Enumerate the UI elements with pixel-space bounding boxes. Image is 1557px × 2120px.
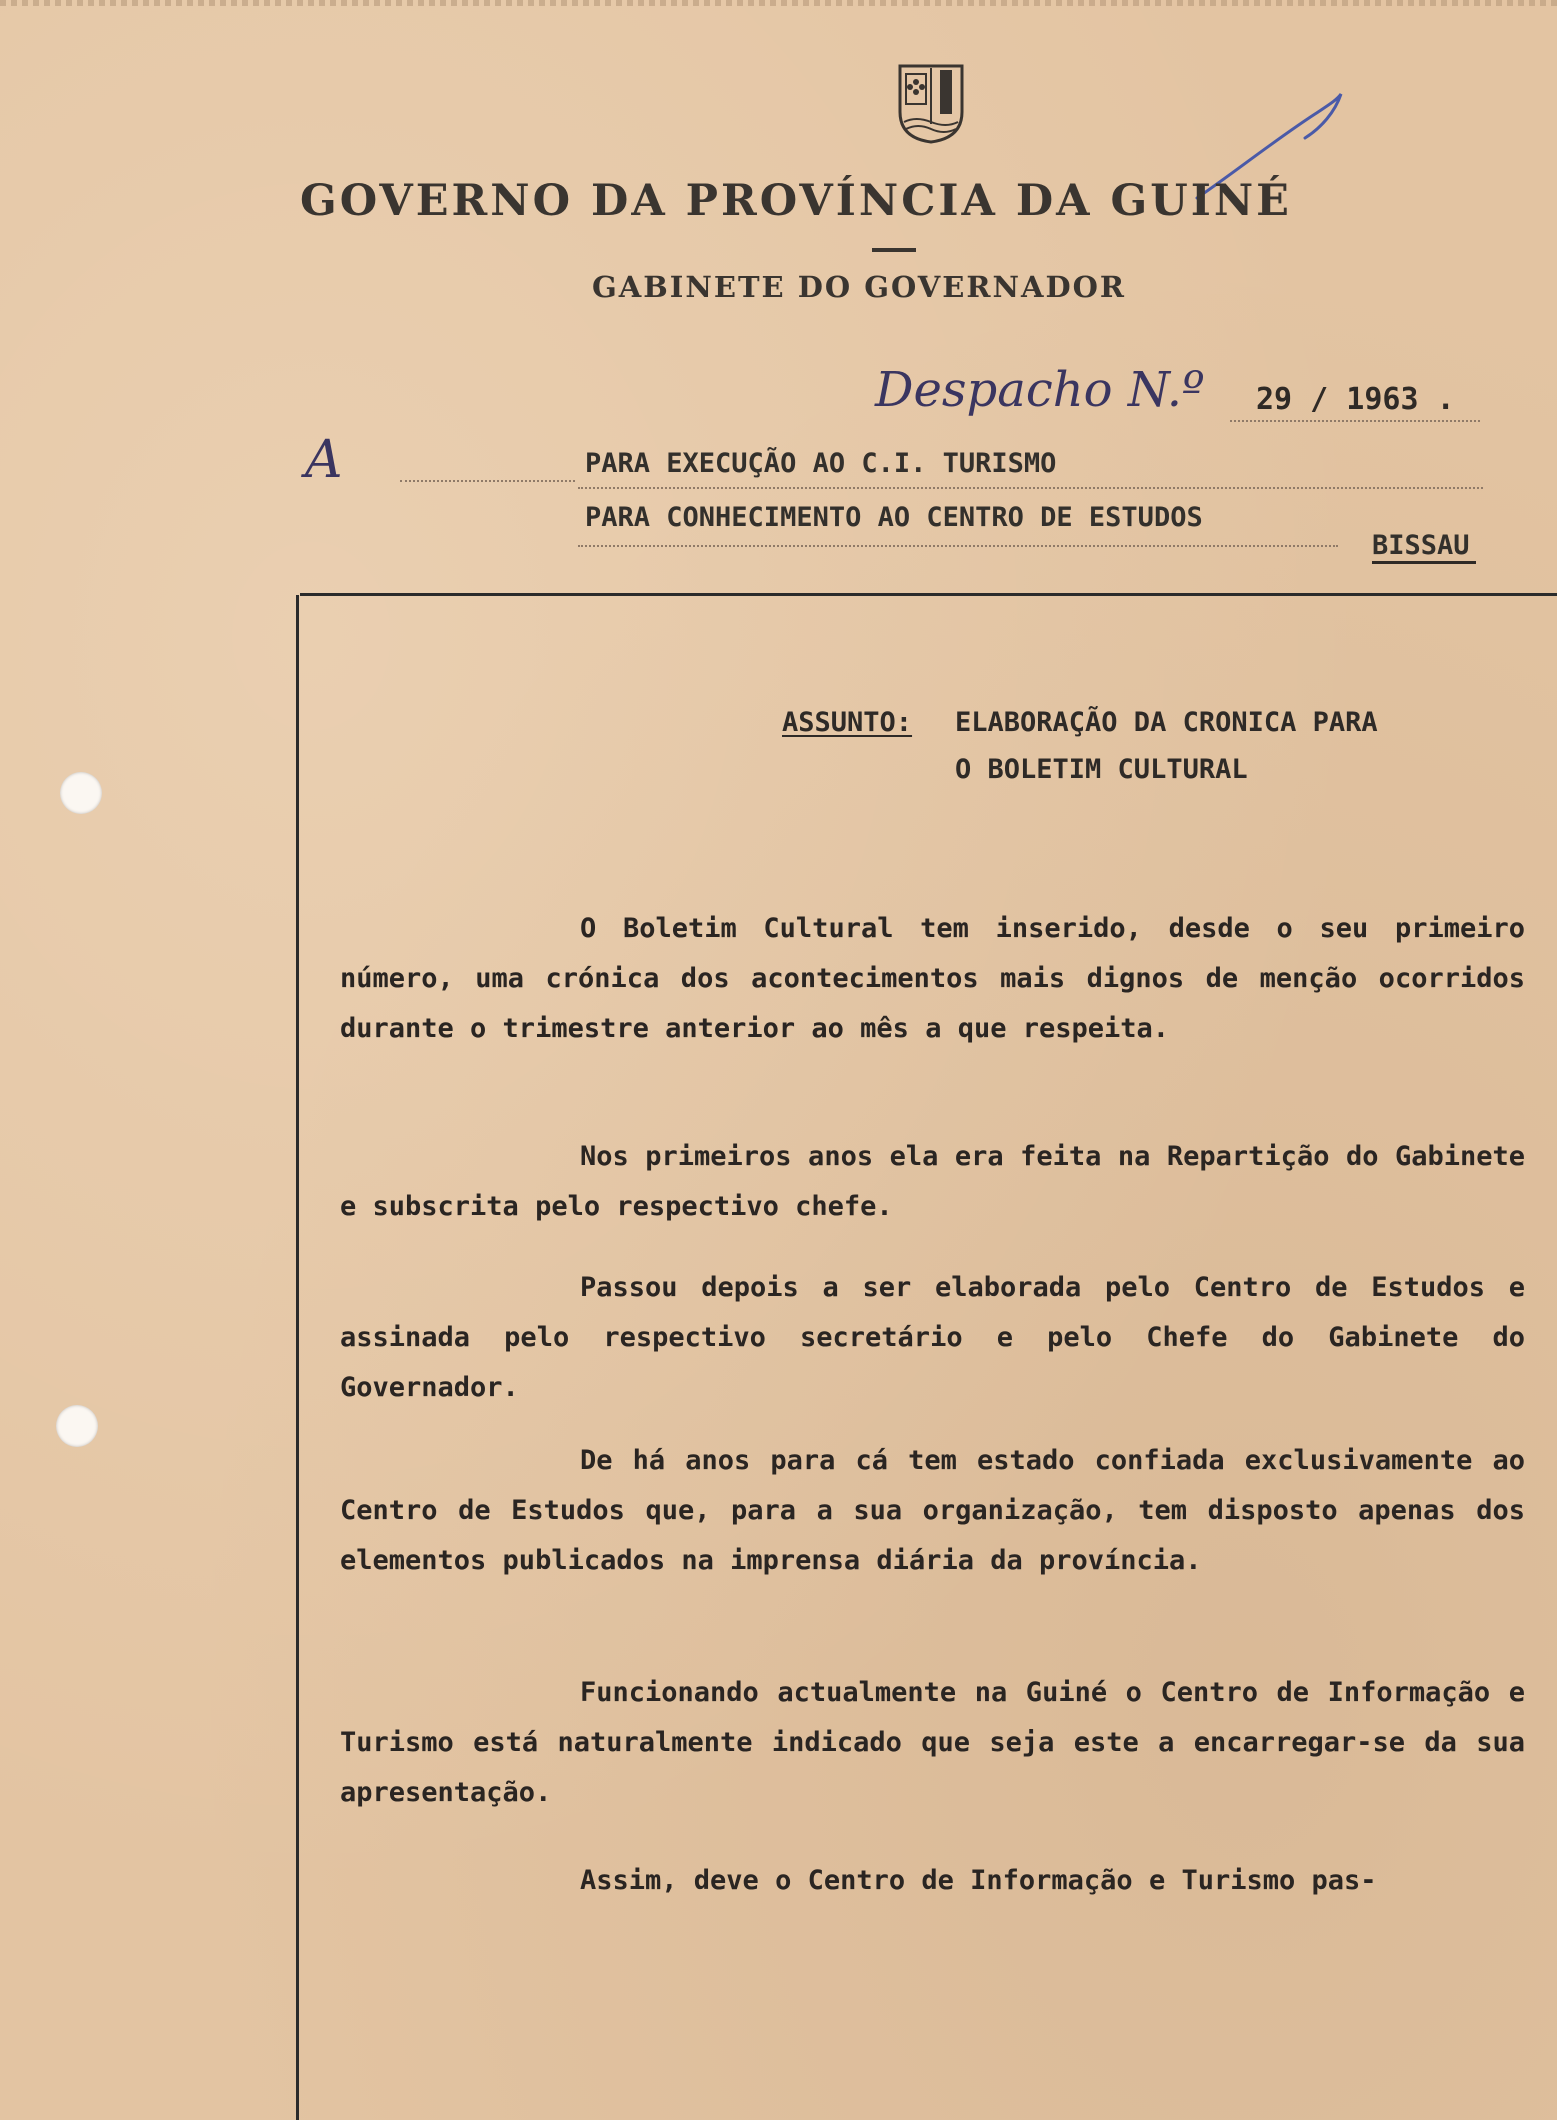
despacho-dotted-line <box>1230 420 1480 422</box>
body-paragraph-1-text: O Boletim Cultural tem inserido, desde o seu primeiro número, uma crónica dos acontecimentos mais dignos de menção ocorridos durante o trimestre anterior ao mês a que respeita. <box>340 913 1525 1044</box>
addressee-line-2: PARA CONHECIMENTO AO CENTRO DE ESTUDOS <box>585 502 1203 533</box>
addressee-city: BISSAU <box>1372 530 1476 564</box>
title-divider <box>872 248 916 252</box>
subject-line-1: ELABORAÇÃO DA CRONICA PARA <box>955 707 1378 738</box>
body-paragraph-6-text: Assim, deve o Centro de Informação e Turismo pas- <box>580 1865 1377 1896</box>
document-title: GOVERNO DA PROVÍNCIA DA GUINÉ <box>300 176 1292 226</box>
body-paragraph-6 <box>340 1856 1525 1906</box>
addressee-prefix: A <box>305 430 343 490</box>
subject-line-2: O BOLETIM CULTURAL <box>955 754 1248 785</box>
addressee-line-1: PARA EXECUÇÃO AO C.I. TURISMO <box>585 448 1057 479</box>
perforated-edge <box>0 0 1557 6</box>
addressee-dotted-line <box>578 487 1483 489</box>
body-paragraph-1 <box>340 904 1525 1054</box>
body-paragraph-2-text: Nos primeiros anos ela era feita na Repartição do Gabinete e subscrita pelo respectivo chefe. <box>340 1141 1525 1222</box>
frame-left-border <box>296 595 299 2120</box>
body-paragraph-5-text: Funcionando actualmente na Guiné o Centro de Informação e Turismo está naturalmente indicado que seja este a encarregar-se da sua apresentação. <box>340 1677 1525 1808</box>
body-paragraph-5 <box>340 1668 1525 1818</box>
body-paragraph-2 <box>340 1132 1525 1232</box>
body-paragraph-3-text: Passou depois a ser elaborada pelo Centro de Estudos e assinada pelo respectivo secretário e pelo Chefe do Gabinete do Governador. <box>340 1272 1525 1403</box>
body-paragraph-4 <box>340 1436 1525 1586</box>
frame-top-border <box>300 593 1557 596</box>
punch-hole-bottom <box>56 1405 98 1447</box>
addressee-dotted-line <box>578 545 1338 547</box>
body-paragraph-4-text: De há anos para cá tem estado confiada exclusivamente ao Centro de Estudos que, para a sua organização, tem disposto apenas dos elementos publicados na imprensa diária da província. <box>340 1445 1525 1576</box>
punch-hole-top <box>60 772 102 814</box>
despacho-label: Despacho N.º <box>875 362 1205 418</box>
body-paragraph-3 <box>340 1263 1525 1413</box>
addressee-dotted-line <box>400 480 575 482</box>
despacho-number: 29 / 1963 . <box>1256 382 1455 417</box>
coat-of-arms-icon <box>896 62 966 149</box>
subject-label: ASSUNTO: <box>782 707 913 738</box>
document-subtitle: GABINETE DO GOVERNADOR <box>592 270 1126 304</box>
